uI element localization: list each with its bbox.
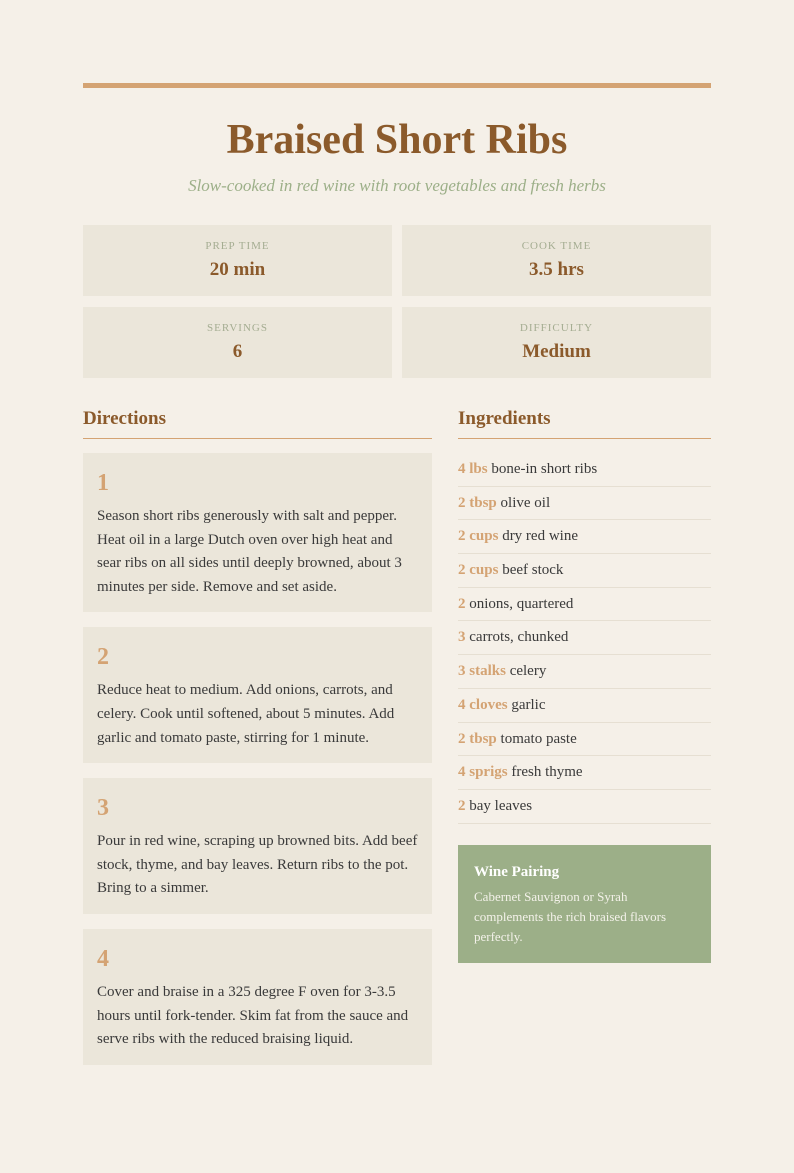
ingredient-item [458, 554, 711, 588]
recipe-page [83, 83, 711, 1065]
ingredient-item [458, 520, 711, 554]
step-text: Cover and braise in a 325 degree F oven for 3-3.5 hours until fork-tender. Skim fat from the sauce and serve ribs with the reduced braising liquid. [97, 983, 409, 1048]
stat-value: Medium [522, 341, 591, 362]
step-text: Season short ribs generously with salt and pepper. Heat oil in a large Dutch oven over high heat and sear ribs on all sides until deeply browned, about 3 minutes per side. Remove and set aside. [97, 508, 402, 595]
stat-label: DIFFICULTY [519, 322, 594, 334]
step-text: Reduce heat to medium. Add onions, carrots, and celery. Cook until softened, about 5 minutes. Add garlic and tomato paste, stirring for 1 minute. [97, 682, 395, 746]
top-accent-rule [83, 83, 711, 88]
ingredient-name: bay leaves [469, 797, 533, 814]
recipe-subtitle: Slow-cooked in red wine with root vegetables and fresh herbs [188, 176, 606, 195]
ingredient-list [458, 453, 711, 824]
ingredient-quantity: 2 tbsp [458, 494, 497, 511]
ingredient-item [458, 689, 711, 723]
step-text: Pour in red wine, scraping up browned bits. Add beef stock, thyme, and bay leaves. Return ribs to the pot. Bring to a simmer. [97, 833, 418, 897]
ingredient-quantity: 2 tbsp [458, 730, 497, 747]
stat-label: SERVINGS [207, 322, 268, 334]
ingredient-quantity: 4 cloves [458, 696, 508, 713]
directions-section [83, 406, 432, 1065]
ingredient-name: dry red wine [502, 528, 578, 545]
step-number: 3 [97, 795, 109, 822]
ingredient-name: olive oil [500, 494, 551, 511]
ingredient-item [458, 655, 711, 689]
direction-step [83, 778, 432, 914]
ingredient-item [458, 588, 711, 622]
ingredient-item [458, 487, 711, 521]
step-number: 1 [97, 470, 109, 496]
ingredients-section [458, 406, 711, 1065]
ingredient-quantity: 2 cups [458, 562, 499, 579]
ingredient-quantity: 2 [458, 797, 466, 814]
ingredient-item [458, 723, 711, 757]
ingredient-item [458, 790, 711, 824]
ingredient-quantity: 3 [458, 629, 466, 646]
stat-value: 20 min [209, 259, 266, 280]
ingredient-quantity: 4 lbs [458, 461, 488, 477]
stat-prep-time [83, 225, 392, 296]
recipe-stats [83, 225, 711, 378]
ingredients-heading: Ingredients [458, 406, 711, 439]
ingredient-name: celery [509, 663, 547, 680]
ingredient-item [458, 756, 711, 790]
wine-pairing-title: Wine Pairing [474, 863, 560, 880]
stat-label: PREP TIME [205, 240, 270, 252]
directions-heading: Directions [83, 406, 432, 439]
ingredient-name: bone-in short ribs [491, 461, 598, 477]
ingredient-item [458, 621, 711, 655]
ingredient-name: garlic [511, 696, 546, 713]
direction-step [83, 929, 432, 1065]
step-number: 2 [97, 644, 109, 671]
ingredient-quantity: 2 cups [458, 528, 499, 545]
direction-step [83, 453, 432, 612]
wine-pairing-box [458, 845, 711, 963]
ingredient-name: onions, quartered [469, 595, 574, 612]
stat-cook-time [402, 225, 711, 296]
stat-value: 3.5 hrs [529, 259, 584, 280]
step-number: 4 [97, 945, 109, 972]
ingredient-quantity: 4 sprigs [458, 764, 508, 781]
ingredient-name: beef stock [502, 562, 564, 579]
recipe-title: Braised Short Ribs [226, 117, 568, 163]
stat-value: 6 [232, 341, 243, 362]
stat-servings [83, 307, 392, 378]
ingredient-name: tomato paste [500, 730, 577, 747]
ingredient-item [458, 453, 711, 487]
wine-pairing-text: Cabernet Sauvignon or Syrah complements the rich braised flavors perfectly. [474, 888, 667, 944]
direction-step [83, 627, 432, 763]
stat-difficulty [402, 307, 711, 378]
ingredient-name: carrots, chunked [469, 629, 569, 646]
ingredient-name: fresh thyme [511, 764, 583, 781]
ingredient-quantity: 2 [458, 595, 466, 612]
stat-label: COOK TIME [521, 240, 592, 252]
ingredient-quantity: 3 stalks [458, 663, 506, 680]
recipe-columns [83, 406, 711, 1065]
